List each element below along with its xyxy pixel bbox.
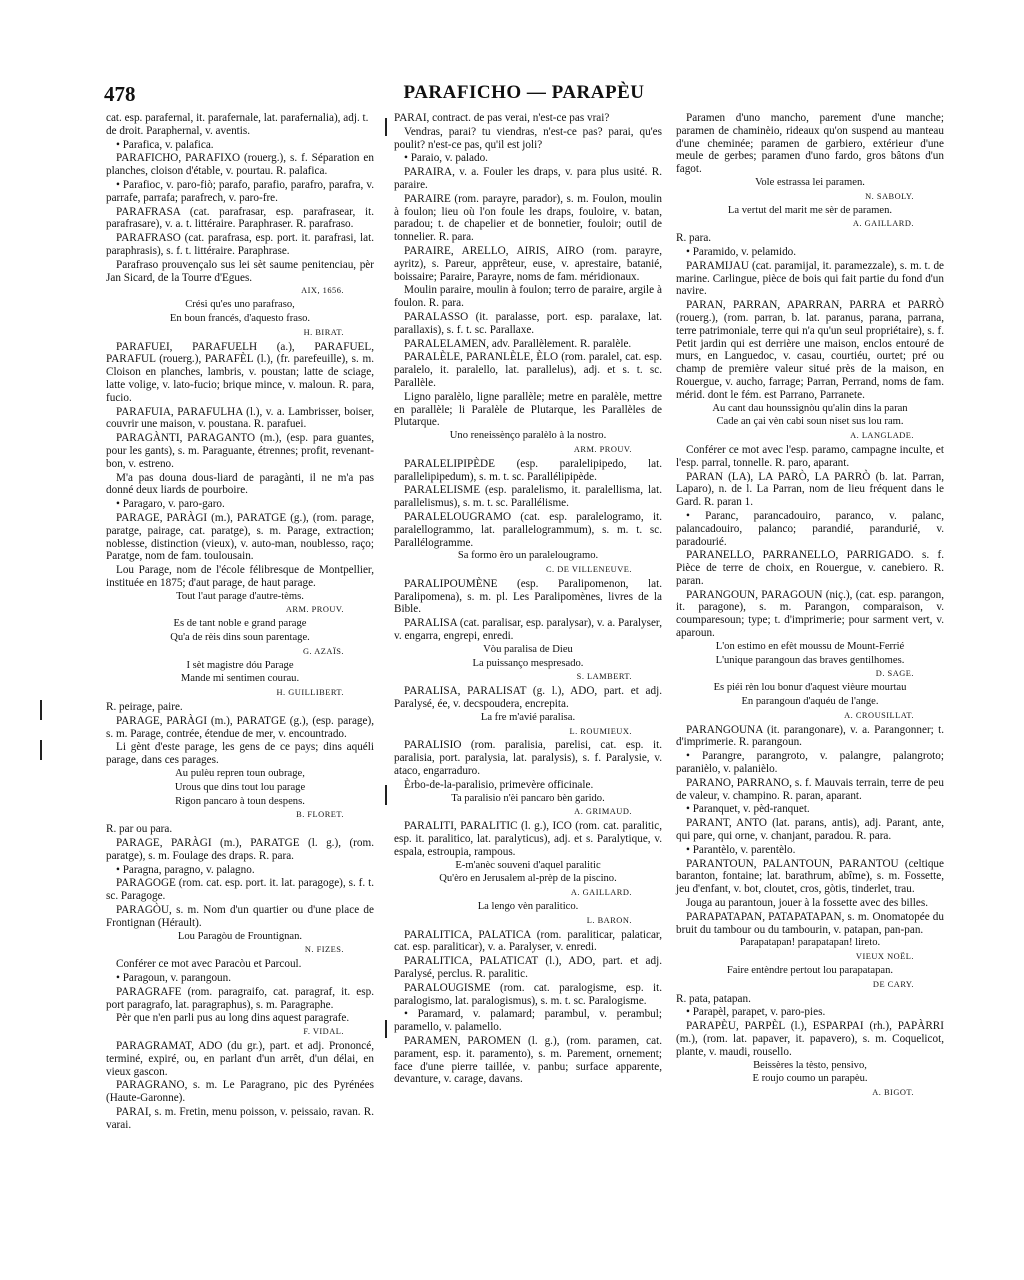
quotation-line: Uno reneissènço paralèlo à la nostro. bbox=[449, 430, 607, 442]
attribution: N. SABOLY. bbox=[865, 191, 914, 201]
dictionary-entry: Pèr que n'en parli pus au long dins aquest paragrafe. bbox=[116, 1012, 350, 1025]
quotation-line: Sa formo èro un paralelougramo. bbox=[457, 550, 599, 562]
dictionary-entry: PARALASSO (it. paralasse, port. esp. paralaxe, lat. parallaxis), s. f. t. sc. Parallaxe. bbox=[394, 310, 662, 336]
quotation-line: Parapatapan! parapatapan! lireto. bbox=[739, 937, 881, 949]
dictionary-entry: R. pata, patapan. bbox=[676, 992, 751, 1005]
quotation-line: En boun francés, d'aquesto fraso. bbox=[169, 312, 311, 324]
dictionary-entry: • Parangre, parangroto, v. palangre, palangroto; paranièlo, v. palanièlo. bbox=[676, 750, 944, 776]
dictionary-entry: PARAGE, PARÀGI (m.), PARATGE (g.), (esp. parage), s. m. Parage, contrée, étendue de mer, v. encountrado. bbox=[106, 714, 374, 740]
dictionary-entry: PARAIRE (rom. parayre, parador), s. m. Foulon, moulin à foulon; lieu où l'on foule les draps, fouloire, v. batan, paradou; t. de chapelier et de bonnetier, fouloir; outil de tonnelier. R. para. bbox=[394, 192, 662, 244]
quotation-line: En parangoun d'aquéu de l'ange. bbox=[741, 696, 879, 708]
dictionary-entry: Jouga au parantoun, jouer à la fossette avec des billes. bbox=[686, 897, 929, 910]
dictionary-entry: • Paragoun, v. parangoun. bbox=[116, 972, 232, 984]
quotation-line: Mande mi sentimen courau. bbox=[180, 673, 300, 685]
dictionary-entry: PARAFRASA (cat. parafrasar, esp. parafrasear, it. parafrasare), v. a. t. littéraire. Paraphraser. R. parafraso. bbox=[106, 205, 374, 231]
dictionary-entry: PARAN, PARRAN, APARRAN, PARRA et PARRÒ (rouerg.), (rom. parran, b. lat. paranus, parana, parrana, terre patrimoniale, terre qui n'a qu'un seul propriétaire), s. f. Petit jardin qui est derrière une maison, enclos entouré de murs, en Languedoc, v. casau, courtiéu, ourtet; pré ou champ de première valeur situé près de la maison, en Rouergue, v. aucho, farrage; Parran, Perrand, noms de fam. mérid. dont le fém. est Parrano, Parranete. bbox=[676, 299, 944, 401]
attribution: L. BARON. bbox=[586, 915, 632, 925]
dictionary-entry: PARAFUIA, PARAFULHA (l.), v. a. Lambrisser, boiser, couvrir une maison, v. poustana. R. parafuei. bbox=[106, 405, 374, 431]
quotation-line: E roujo coumo un parapèu. bbox=[752, 1073, 868, 1085]
quotation-line: L'on estimo en efèt moussu de Mount-Ferrié bbox=[715, 640, 905, 652]
dictionary-entry: Paramen d'uno mancho, parement d'une manche; paramen de chaminèio, rideaux qu'on suspend au manteau d'une cheminée; paramen de garbiero, extérieur d'une meule de gerbes; paramen d'uno fardo, gros bâtons d'un fagot. bbox=[676, 112, 944, 176]
quotation-line: E-m'anèc souveni d'aquel paralitic bbox=[455, 859, 601, 871]
dictionary-entry: PARAN (LA), LA PARÒ, LA PARRÒ (b. lat. Parran, Laparo), n. de l. La Parran, nom de lieu fréquent dans le Gard. R. paran 1. bbox=[676, 470, 944, 509]
running-title: PARAFICHO — PARAPÈU bbox=[403, 82, 645, 103]
dictionary-entry: PARALISA, PARALISAT (g. l.), ADO, part. et adj. Paralysé, ée, v. decspoudera, encrepita. bbox=[394, 685, 662, 711]
margin-mark bbox=[385, 118, 387, 136]
attribution: A. CROUSILLAT. bbox=[844, 710, 914, 720]
dictionary-entry: PARAGÒU, s. m. Nom d'un quartier ou d'une place de Frontignan (Hérault). bbox=[106, 904, 374, 929]
dictionary-entry: PARAMEN, PAROMEN (l. g.), (rom. paramen, cat. parament, esp. it. paramento), s. m. Parement, ornement; face d'une pierre taillée, v. panbu; surface apparente, devanture, v. carage, davans. bbox=[394, 1034, 662, 1086]
attribution: F. VIDAL. bbox=[303, 1027, 344, 1037]
attribution: G. AZAÏS. bbox=[302, 646, 344, 656]
dictionary-entry: Vendras, parai? tu viendras, n'est-ce pas? parai, qu'es poulit? n'est-ce pas, qu'il est joli? bbox=[394, 125, 662, 151]
dictionary-entry: Èrbo-de-la-paralisio, primevère officinale. bbox=[404, 778, 594, 791]
dictionary-entry: PARALITICA, PALATICAT (l.), ADO, part. et adj. Paralysé, perclus. R. paralitic. bbox=[394, 955, 662, 980]
attribution: B. FLORET. bbox=[296, 810, 344, 820]
page-header bbox=[104, 82, 944, 112]
dictionary-entry: Conférer ce mot avec Paracòu et Parcoul. bbox=[116, 958, 302, 971]
dictionary-entry: PARANELLO, PARRANELLO, PARRIGADO. s. f. Pièce de terre de choix, en Rouergue, v. canebiero. R. paran. bbox=[676, 549, 944, 587]
dictionary-entry: PARANGOUN, PARAGOUN (niç.), (cat. esp. parangon, it. paragone), s. m. Parangon, comparaison, v. coumparesoun; type; t. d'imprimerie; pour sarment vert, v. aparoun. bbox=[676, 588, 944, 640]
dictionary-entry: Lou Parage, nom de l'école félibresque de Montpellier, instituée en 1875; d'aut parage, de haut parage. bbox=[106, 564, 374, 589]
text-column-right bbox=[676, 112, 944, 1101]
quotation-line: Vole estrassa lei paramen. bbox=[755, 176, 865, 188]
dictionary-entry: M'a pas douna dous-liard de paragànti, il ne m'a pas donné deux liards de pourboire. bbox=[106, 471, 374, 497]
attribution: AIX, 1656. bbox=[301, 286, 344, 296]
dictionary-entry: Parafraso prouvençalo sus lei sèt saume penitenciau, pèr Jan Sicard, de la Tourre d'Egues. bbox=[106, 258, 374, 284]
dictionary-entry: R. para. bbox=[676, 232, 712, 245]
quotation-line: La fre m'avié paralisa. bbox=[480, 711, 576, 723]
dictionary-entry: • Parafica, v. palafica. bbox=[116, 138, 214, 151]
quotation-line: Lou Paragòu de Frountignan. bbox=[177, 930, 303, 942]
dictionary-entry: PARAIRA, v. a. Fouler les draps, v. para plus usité. R. paraire. bbox=[394, 166, 662, 191]
dictionary-entry: • Paramido, v. pelamido. bbox=[686, 245, 797, 258]
dictionary-entry: PARALISIO (rom. paralisia, parelisi, cat. esp. it. paralisia, port. paralysia, lat. paralysis), s. f. Paralysie, v. ataco, engarraduro. bbox=[394, 739, 662, 778]
attribution: A. GRIMAUD. bbox=[574, 807, 632, 817]
dictionary-entry: • Paranquet, v. pèd-ranquet. bbox=[686, 803, 810, 816]
dictionary-entry: PARANT, ANTO (lat. parans, antis), adj. Parant, ante, qui pare, qui orne, v. chanjant, paradou. R. para. bbox=[676, 817, 944, 843]
margin-mark bbox=[40, 740, 42, 760]
margin-mark bbox=[40, 700, 42, 720]
quotation-line: Ta paralisio n'èi pancaro bèn garido. bbox=[451, 792, 605, 804]
dictionary-entry: • Paramard, v. palamard; parambul, v. perambul; paramello, v. palamello. bbox=[394, 1008, 662, 1034]
attribution: A. GAILLARD. bbox=[852, 219, 914, 229]
dictionary-entry: PARALELISME (esp. paralelismo, it. paralellisma, lat. parallelismus), s. m. t. sc. Parallélisme. bbox=[394, 484, 662, 510]
quotation-line: Qu'èro en Jerusalem al-prèp de la piscino. bbox=[439, 873, 617, 885]
dictionary-entry: Moulin paraire, moulin à foulon; terro de paraire, argile à foulon. R. para. bbox=[394, 284, 662, 310]
dictionary-entry: • Paraio, v. palado. bbox=[404, 152, 488, 165]
quotation-line: Es de tant noble e grand parage bbox=[173, 618, 307, 630]
dictionary-entry: • Parapèl, parapet, v. paro-pies. bbox=[686, 1006, 826, 1019]
attribution: A. GAILLARD. bbox=[570, 888, 632, 898]
attribution: DE CARY. bbox=[872, 979, 914, 989]
dictionary-entry: • Paranc, parancadouiro, paranco, v. palanc, palancadouiro, palanco; parandié, parandurié, v. paradourié. bbox=[676, 509, 944, 548]
dictionary-entry: Li gènt d'este parage, les gens de ce pays; dins aquéli parage, dans ces parages. bbox=[106, 741, 374, 767]
attribution: ARM. PROUV. bbox=[573, 444, 632, 454]
quotation-line: Tout l'aut parage d'autre-tèms. bbox=[176, 590, 304, 602]
attribution: D. SAGE. bbox=[875, 669, 914, 679]
attribution: A. LANGLADE. bbox=[850, 431, 914, 441]
dictionary-entry: PARAGRAFE (rom. paragraifo, cat. paragraf, it. esp. port paragrafo, lat. paragraphus), s. m. Paragraphe. bbox=[106, 985, 374, 1011]
quotation-line: La lengo vèn paralitico. bbox=[477, 901, 579, 913]
attribution: L. ROUMIEUX. bbox=[569, 726, 632, 736]
dictionary-entry: PARALELIPIPÈDE (esp. paralelipipedo, lat. parallelipipedum), s. m. t. sc. Parallélipipède. bbox=[394, 457, 662, 483]
dictionary-entry: R. par ou para. bbox=[106, 823, 173, 836]
dictionary-entry: PARALELAMEN, adv. Parallèlement. R. paralèle. bbox=[404, 337, 632, 350]
dictionary-entry: • Paragna, paragno, v. palagno. bbox=[116, 863, 255, 876]
dictionary-entry: PARALÈLE, PARANLÈLE, ÈLO (rom. paralel, cat. esp. paralelo, it. paralello, lat. parallelus), adj. et s. t. sc. Parallèle. bbox=[394, 351, 662, 389]
dictionary-entry: PARAGE, PARÀGI (m.), PARATGE (g.), (rom. parage, paratge, pairage, cat. paratge), s. m. Parage, extraction; noblesse, distinction (vieux), v. auto-man, noublesso, raço; Paratge, nom de fam. toulousain. bbox=[106, 511, 374, 563]
dictionary-entry: PARAPÈU, PARPÈL (l.), ESPARPAI (rh.), PAPÀRRI (m.), (rom. lat. papaver, it. papavero), s. m. Coquelicot, plante, v. maudi, rousello. bbox=[676, 1020, 944, 1058]
dictionary-entry: PARAFRASO (cat. parafrasa, esp. port. it. parafrasi, lat. paraphrasis), s. f. t. littéraire. Paraphrase. bbox=[106, 232, 374, 257]
dictionary-entry: PARAMIJAU (cat. paramijal, it. paramezzale), s. m. t. de marine. Carlingue, pièce de bois qui fait partie du fond d'un navire. bbox=[676, 259, 944, 298]
dictionary-entry: PARALOUGISME (rom. cat. paralogisme, esp. it. paralogismo, lat. paralogismus), s. m. t. sc. Paralogisme. bbox=[394, 981, 662, 1007]
dictionary-entry: • Parafioc, v. paro-fiò; parafo, parafio, parafro, parafra, v. parrafe, parrafa; parafrech, v. paro-fre. bbox=[106, 178, 374, 204]
quotation-line: Urous que dins tout lou parage bbox=[174, 781, 306, 793]
dictionary-entry: R. peirage, paire. bbox=[106, 701, 183, 714]
dictionary-entry: PARAGRAMAT, ADO (du gr.), part. et adj. Prononcé, terminé, expiré, ou, en parlant d'un arrêt, d'un délai, en vieux gascon. bbox=[106, 1039, 374, 1078]
dictionary-entry: • Parantèlo, v. parentèlo. bbox=[686, 843, 796, 856]
dictionary-entry: PARANTOUN, PALANTOUN, PARANTOU (celtique baranton, fontaine; lat. barathrum, abîme), s. m. Fossette, jeu d'enfant, v. bot, cloutet, cros, gòtis, tinderlet, trau. bbox=[676, 857, 944, 896]
margin-mark bbox=[385, 785, 387, 805]
dictionary-entry: PARALITI, PARALITIC (l. g.), ICO (rom. cat. paralitic, esp. it. paralitico, lat. paralyticus), adj. et s. Paralytique, v. espala, estroupia, rampous. bbox=[394, 820, 662, 858]
dictionary-entry: PARAIRE, ARELLO, AIRIS, AIRO (rom. parayre, ayritz), s. Pareur, apprêteur, euse, v. aprestaire, batanié, boissaire; Paraire, Parayre, noms de fam. méridionaux. bbox=[394, 244, 662, 283]
attribution: H. GUILLIBERT. bbox=[276, 688, 344, 698]
dictionary-entry: PARAGÀNTI, PARAGANTO (m.), (esp. para guantes, pour les gants), s. m. Paraguante, étrennes; profit, revenant-bon, v. estreno. bbox=[106, 432, 374, 470]
dictionary-entry: PARALELOUGRAMO (cat. esp. paralelogramo, it. paralellogrammo, lat. parallelogrammum), s. m. t. sc. Parallélogramme. bbox=[394, 510, 662, 549]
dictionary-entry: PARAGOGE (rom. cat. esp. port. it. lat. paragoge), s. f. t. sc. Paragoge. bbox=[106, 877, 374, 903]
attribution: C. DE VILLENEUVE. bbox=[545, 565, 632, 575]
quotation-line: Qu'a de rèis dins soun parentage. bbox=[170, 632, 310, 644]
attribution: A. BIGOT. bbox=[872, 1088, 914, 1098]
dictionary-entry: PARANGOUNA (it. parangonare), v. a. Parangonner; t. d'imprimerie. R. parangoun. bbox=[676, 723, 944, 749]
text-column-middle bbox=[394, 112, 662, 1087]
dictionary-entry: PARAGE, PARÀGI (m.), PARATGE (l. g.), (rom. paratge), s. m. Foulage des draps. R. para. bbox=[106, 837, 374, 862]
margin-mark bbox=[385, 1020, 387, 1038]
quotation-line: Faire entèndre pertout lou parapatapan. bbox=[726, 965, 894, 976]
attribution: ARM. PROUV. bbox=[285, 605, 344, 615]
quotation-line: Au cant dau hounssignòu qu'alin dins la paran bbox=[712, 402, 908, 414]
attribution: S. LAMBERT. bbox=[576, 672, 632, 682]
quotation-line: Vòu paralisa de Dieu bbox=[483, 643, 573, 655]
text-column-left bbox=[106, 112, 374, 1133]
dictionary-entry: PARAGRANO, s. m. Le Paragrano, pic des Pyrénées (Haute-Garonne). bbox=[106, 1079, 374, 1105]
quotation-line: Crési qu'es uno parafraso, bbox=[185, 299, 295, 311]
dictionary-entry: PARALIPOUMÈNE (esp. Paralipomenon, lat. Paralipomena), s. m. pl. Les Paralipomènes, livres de la Bible. bbox=[394, 577, 662, 616]
quotation-line: Au pulèu repren toun oubrage, bbox=[175, 768, 305, 780]
quotation-line: Es piéi rèn lou bonur d'aquest vièure mourtau bbox=[713, 682, 907, 694]
dictionary-entry: PARAFUEI, PARAFUELH (a.), PARAFUEL, PARAFUL (rouerg.), PARAFÈL (l.), (fr. parefeuille), s. m. Cloison en planches, lambris, v. poustan; latte de sciage, latte volige, v. lato-fucio; brique mince, v. maloun. R. para, fucio. bbox=[106, 340, 374, 404]
dictionary-entry: Conférer ce mot avec l'esp. paramo, campagne inculte, et l'esp. parral, tonnelle. R. paro, aparant. bbox=[676, 443, 944, 469]
dictionary-entry: PARAFICHO, PARAFIXO (rouerg.), s. f. Séparation en planches, cloison d'étable, v. pourtau. R. palafica. bbox=[106, 152, 374, 178]
dictionary-entry: PARAI, contract. de pas verai, n'est-ce pas vrai? bbox=[394, 112, 610, 124]
dictionary-entry: PARALITICA, PALATICA (rom. paraliticar, palaticar, cat. esp. paraliticar), v. a. Paralyser, v. enredi. bbox=[394, 928, 662, 954]
dictionary-entry: Ligno paralèlo, ligne parallèle; metre en paralèle, mettre en parallèle; li Paralèle de Plutarque, les Parallèles de Plutarque. bbox=[394, 390, 662, 429]
attribution: VIEUX NOËL. bbox=[855, 952, 914, 962]
quotation-line: Cade an çai vèn cabi soun niset sus lou ram. bbox=[716, 416, 904, 428]
dictionary-entry: cat. esp. parafernal, it. parafernale, lat. parafernalia), adj. t. de droit. Paraphernal, v. aventis. bbox=[106, 112, 369, 137]
dictionary-entry: PARAI, s. m. Fretin, menu poisson, v. peissaio, ravan. R. varai. bbox=[106, 1105, 374, 1131]
dictionary-entry: PARALISA (cat. paralisar, esp. paralysar), v. a. Paralyser, v. engarra, engrepi, enredi. bbox=[394, 617, 662, 643]
quotation-line: La vertut del marit me sèr de paramen. bbox=[727, 204, 893, 216]
quotation-line: Beissères la tèsto, pensivo, bbox=[753, 1059, 867, 1071]
page-number: 478 bbox=[104, 82, 136, 106]
quotation-line: I sèt magistre dóu Parage bbox=[186, 659, 294, 671]
quotation-line: L'unique parangoun das braves gentilhomes. bbox=[715, 654, 905, 666]
attribution: H. BIRAT. bbox=[303, 327, 344, 337]
quotation-line: La puissanço mespresado. bbox=[472, 657, 584, 669]
attribution: N. FIZES. bbox=[304, 945, 344, 955]
dictionary-entry: • Paragaro, v. paro-garo. bbox=[116, 498, 225, 511]
dictionary-entry: PARANO, PARRANO, s. f. Mauvais terrain, terre de peu de valeur, v. champino. R. paran, aparant. bbox=[676, 776, 944, 802]
quotation-line: Rigon pancaro à toun despens. bbox=[175, 795, 305, 807]
dictionary-entry: PARAPATAPAN, PATAPATAPAN, s. m. Onomatopée du bruit du tambour ou du tambourin, v. patapan, pan-pan. bbox=[676, 910, 944, 936]
